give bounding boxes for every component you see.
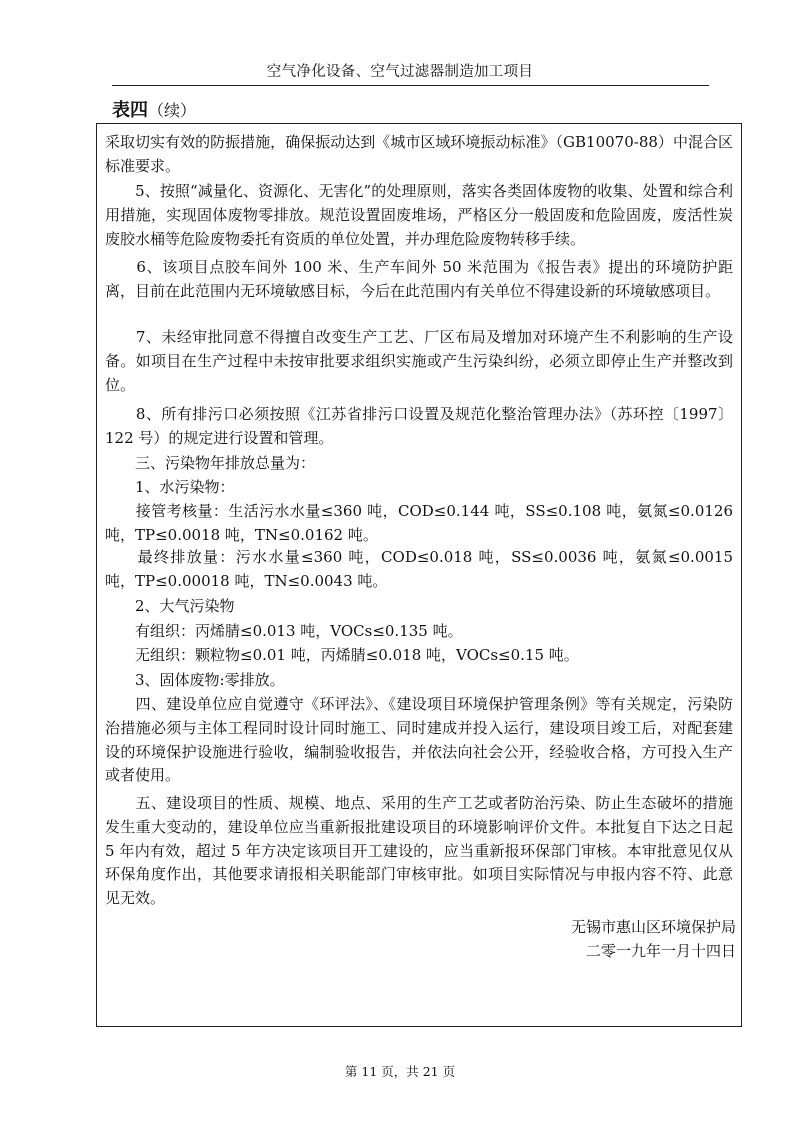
paragraph-discharge-outlets: 8、所有排污口必须按照《江苏省排污口设置及规范化整治管理办法》（苏环控〔1997〕122 号）的规定进行设置和管理。 (105, 405, 733, 447)
table-title (112, 96, 196, 122)
page-number-footer: 第 11 页，共 21 页 (344, 1064, 456, 1079)
paragraph-air-pollutants: 2、大气污染物 (105, 597, 235, 615)
signature-date: 二零一九年一月十四日 (585, 942, 736, 960)
paragraph-solid-waste-zero: 3、固体废物:零排放。 (105, 671, 285, 689)
paragraph-major-changes-validity: 五、建设项目的性质、规模、地点、采用的生产工艺或者防治污染、防止生态破坏的措施发生重大变动的，建设单位应当重新报批建设项目的环境影响评价文件。本批复自下达之日起 5 年内有效，超过 5 年方决定该项目开工建设的，应当重新报环保部门审核。本审批意见仅从环保角度作出，其他要求请报相关职能部门审核审批。如项目实际情况与申报内容不符、此意见无效。 (105, 794, 733, 908)
signature-organization: 无锡市惠山区环境保护局 (570, 918, 736, 936)
header-divider (112, 85, 709, 86)
paragraph-water-final-limits: 最终排放量：污水水量≤360 吨，COD≤0.018 吨，SS≤0.0036 吨，氨氮≤0.0015 吨，TP≤0.00018 吨，TN≤0.0043 吨。 (105, 548, 733, 590)
paragraph-unorganized-emissions: 无组织：颗粒物≤0.01 吨，丙烯腈≤0.018 吨，VOCs≤0.15 吨。 (105, 646, 579, 664)
paragraph-water-pollutants: 1、水污染物： (105, 478, 235, 496)
document-header-title: 空气净化设备、空气过滤器制造加工项目 (266, 64, 534, 80)
paragraph-no-unauthorized-changes: 7、未经审批同意不得擅自改变生产工艺、厂区布局及增加对环境产生不利影响的生产设备。如项目在生产过程中未按审批要求组织实施或产生污染纠纷，必须立即停止生产并整改到位。 (105, 328, 733, 394)
paragraph-solid-waste: 5、按照“减量化、资源化、无害化”的处理原则，落实各类固体废物的收集、处置和综合利用措施，实现固体废物零排放。规范设置固废堆场，严格区分一般固废和危险固废，废活性炭废胶水桶等危险废物委托有资质的单位处置，并办理危险废物转移手续。 (105, 182, 733, 248)
paragraph-water-intake-limits: 接管考核量：生活污水水量≤360 吨，COD≤0.144 吨，SS≤0.108 吨，氨氮≤0.0126 吨，TP≤0.0018 吨，TN≤0.0162 吨。 (105, 502, 733, 544)
table-title-main: 表四 (112, 100, 148, 121)
table-title-continued: （续） (148, 101, 197, 120)
paragraph-protection-distance: 6、该项目点胶车间外 100 米、生产车间外 50 米范围为《报告表》提出的环境防护距离，目前在此范围内无环境敏感目标，今后在此范围内有关单位不得建设新的环境敏感项目。 (105, 258, 733, 300)
paragraph-vibration: 采取切实有效的防振措施，确保振动达到《城市区域环境振动标准》（GB10070-88）中混合区标准要求。 (105, 133, 733, 175)
paragraph-compliance-acceptance: 四、建设单位应自觉遵守《环评法》、《建设项目环境保护管理条例》等有关规定，污染防治措施必须与主体工程同时设计同时施工、同时建成并投入运行，建设项目竣工后，对配套建设的环境保护设施进行验收，编制验收报告，并依法向社会公开，经验收合格，方可投入生产或者使用。 (105, 695, 733, 785)
paragraph-organized-emissions: 有组织：丙烯腈≤0.013 吨，VOCs≤0.135 吨。 (105, 622, 463, 640)
paragraph-total-emissions-heading: 三、污染物年排放总量为： (105, 454, 316, 472)
